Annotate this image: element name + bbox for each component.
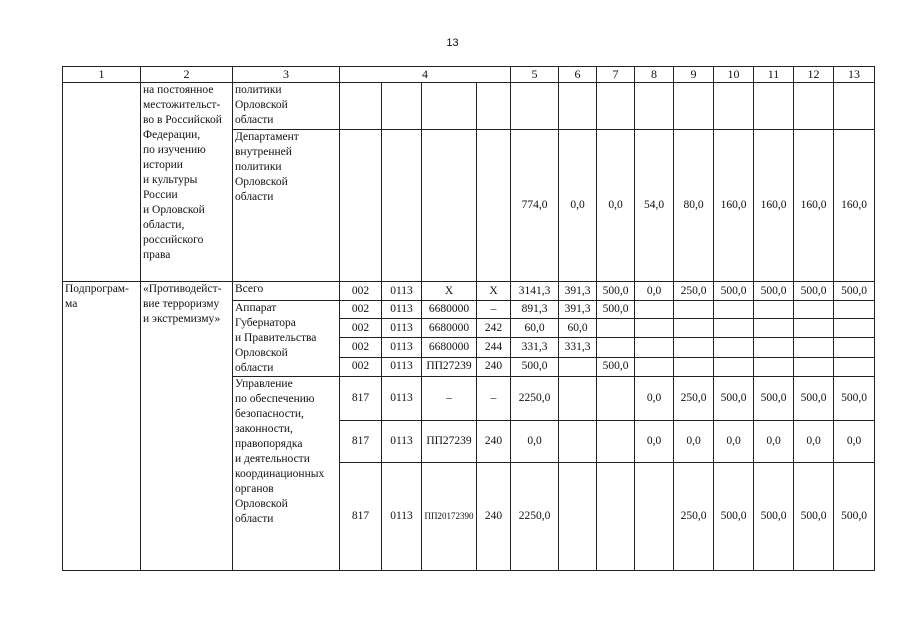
table-cell xyxy=(674,338,714,357)
value-cell: 250,0 xyxy=(674,282,714,301)
value-cell xyxy=(597,319,635,338)
value-cell: 391,3 xyxy=(559,282,597,301)
code-cell: 6680000 xyxy=(422,338,477,357)
value-cell: 391,3 xyxy=(559,301,597,319)
code-cell: 0113 xyxy=(382,319,422,338)
value-cell: 160,0 xyxy=(714,130,754,282)
value-cell: 500,0 xyxy=(794,282,834,301)
table-row-total xyxy=(63,282,875,301)
value-cell: 0,0 xyxy=(635,421,674,463)
value-cell: 500,0 xyxy=(754,282,794,301)
code-cell: ПП27239 xyxy=(422,421,477,463)
text-line: области xyxy=(235,114,274,126)
text-line: российского xyxy=(143,234,204,246)
event-name-cell xyxy=(141,83,233,282)
code-cell: 0113 xyxy=(382,338,422,357)
value-cell: 0,0 xyxy=(794,421,834,463)
total-label: Всего xyxy=(233,282,340,301)
value-cell: 250,0 xyxy=(674,377,714,421)
value-cell xyxy=(597,338,635,357)
code-cell: 002 xyxy=(340,319,382,338)
value-cell: 2250,0 xyxy=(511,377,559,421)
table-cell xyxy=(511,83,559,130)
value-cell: 500,0 xyxy=(511,357,559,376)
table-cell xyxy=(794,301,834,319)
value-cell: 0,0 xyxy=(754,421,794,463)
text-line: Губернатора xyxy=(235,317,296,329)
code-cell: 240 xyxy=(477,463,511,571)
text-line: Орловской xyxy=(235,347,288,359)
table-cell xyxy=(559,83,597,130)
value-cell: 891,3 xyxy=(511,301,559,319)
value-cell: 0,0 xyxy=(834,421,875,463)
text-line: координационных xyxy=(235,468,325,480)
header-cell: 11 xyxy=(754,67,794,83)
subprogram-cell xyxy=(63,282,141,571)
table-cell xyxy=(834,301,875,319)
header-cell: 3 xyxy=(233,67,340,83)
text-line: законности, xyxy=(235,423,293,435)
table-cell xyxy=(714,357,754,376)
text-line: России xyxy=(143,189,178,201)
table-cell xyxy=(340,83,382,130)
code-cell: 0113 xyxy=(382,357,422,376)
table-cell xyxy=(422,130,477,282)
executor-cell xyxy=(233,377,340,571)
table-cell xyxy=(674,319,714,338)
value-cell xyxy=(635,463,674,571)
header-cell: 12 xyxy=(794,67,834,83)
code-cell: 244 xyxy=(477,338,511,357)
value-cell: 500,0 xyxy=(834,377,875,421)
code-cell: – xyxy=(477,301,511,319)
text-line: Орловской xyxy=(235,498,288,510)
text-line: Федерации, xyxy=(143,129,201,141)
value-cell: 0,0 xyxy=(674,421,714,463)
table-cell xyxy=(382,83,422,130)
table-cell xyxy=(754,319,794,338)
code-cell: 817 xyxy=(340,463,382,571)
value-cell xyxy=(559,421,597,463)
text-line: по обеспечению xyxy=(235,393,315,405)
value-cell: 60,0 xyxy=(511,319,559,338)
table-cell xyxy=(834,338,875,357)
code-cell: 0113 xyxy=(382,463,422,571)
table-cell xyxy=(754,83,794,130)
code-cell: Х xyxy=(477,282,511,301)
text-line: области xyxy=(235,513,274,525)
code-cell: ПП20172390 xyxy=(422,463,477,571)
value-cell: 0,0 xyxy=(714,421,754,463)
header-row xyxy=(63,67,875,83)
code-cell: 0113 xyxy=(382,282,422,301)
text-line: «Противодейст- xyxy=(143,283,222,295)
table-cell xyxy=(635,319,674,338)
table-cell xyxy=(597,83,635,130)
value-cell: 500,0 xyxy=(794,377,834,421)
value-cell xyxy=(559,463,597,571)
text-line: Управление xyxy=(235,378,293,390)
text-line: Департамент xyxy=(235,131,299,143)
subprogram-name-cell xyxy=(141,282,233,571)
table-cell xyxy=(714,338,754,357)
value-cell xyxy=(597,421,635,463)
text-line: на постоянное xyxy=(143,84,214,96)
header-cell: 5 xyxy=(511,67,559,83)
executor-cell xyxy=(233,130,340,282)
text-line: и культуры xyxy=(143,174,198,186)
table-cell xyxy=(674,301,714,319)
table-cell xyxy=(340,130,382,282)
text-line: и Правительства xyxy=(235,332,317,344)
value-cell: 331,3 xyxy=(511,338,559,357)
text-line: местожительст- xyxy=(143,99,221,111)
table-cell xyxy=(754,357,794,376)
code-cell: ПП27239 xyxy=(422,357,477,376)
code-cell: 817 xyxy=(340,421,382,463)
code-cell: – xyxy=(422,377,477,421)
value-cell: 54,0 xyxy=(635,130,674,282)
table-cell xyxy=(714,319,754,338)
header-cell: 9 xyxy=(674,67,714,83)
value-cell: 2250,0 xyxy=(511,463,559,571)
code-cell: – xyxy=(477,377,511,421)
code-cell: 6680000 xyxy=(422,319,477,338)
value-cell: 160,0 xyxy=(754,130,794,282)
text-line: политики xyxy=(235,84,282,96)
value-cell: 0,0 xyxy=(635,377,674,421)
executor-cell xyxy=(233,83,340,130)
value-cell: 500,0 xyxy=(834,463,875,571)
value-cell: 500,0 xyxy=(714,282,754,301)
value-cell: 60,0 xyxy=(559,319,597,338)
table-cell xyxy=(794,357,834,376)
text-line: и Орловской xyxy=(143,204,205,216)
text-line: внутренней xyxy=(235,146,292,158)
table-cell xyxy=(754,301,794,319)
text-line: по изучению xyxy=(143,144,206,156)
text-line: области xyxy=(235,362,274,374)
value-cell: 500,0 xyxy=(754,463,794,571)
text-line: Аппарат xyxy=(235,302,277,314)
value-cell xyxy=(559,357,597,376)
text-line: безопасности, xyxy=(235,408,304,420)
header-cell: 10 xyxy=(714,67,754,83)
table-cell xyxy=(635,83,674,130)
text-line: и экстремизму» xyxy=(143,313,221,325)
code-cell: Х xyxy=(422,282,477,301)
table-cell xyxy=(635,338,674,357)
value-cell: 500,0 xyxy=(794,463,834,571)
code-cell: 817 xyxy=(340,377,382,421)
code-cell: 0113 xyxy=(382,301,422,319)
value-cell xyxy=(559,377,597,421)
value-cell: 500,0 xyxy=(754,377,794,421)
value-cell: 160,0 xyxy=(834,130,875,282)
text-line: и деятельности xyxy=(235,453,310,465)
text-line: права xyxy=(143,249,171,261)
header-cell: 1 xyxy=(63,67,141,83)
table-cell xyxy=(382,130,422,282)
code-cell: 240 xyxy=(477,421,511,463)
text-line: ма xyxy=(65,298,78,310)
header-cell: 8 xyxy=(635,67,674,83)
table-cell xyxy=(477,130,511,282)
value-cell: 0,0 xyxy=(635,282,674,301)
table-cell xyxy=(794,83,834,130)
value-cell: 500,0 xyxy=(834,282,875,301)
code-cell: 002 xyxy=(340,282,382,301)
header-cell: 2 xyxy=(141,67,233,83)
table-cell xyxy=(63,83,141,282)
value-cell: 0,0 xyxy=(511,421,559,463)
text-line: вие терроризму xyxy=(143,298,220,310)
code-cell: 0113 xyxy=(382,377,422,421)
table-cell xyxy=(754,338,794,357)
text-line: области, xyxy=(143,219,185,231)
code-cell: 240 xyxy=(477,357,511,376)
table-cell xyxy=(674,357,714,376)
value-cell: 774,0 xyxy=(511,130,559,282)
table-cell xyxy=(422,83,477,130)
text-line: истории xyxy=(143,159,183,171)
value-cell xyxy=(597,377,635,421)
value-cell: 0,0 xyxy=(597,130,635,282)
table-cell xyxy=(674,83,714,130)
value-cell: 500,0 xyxy=(714,377,754,421)
table-cell xyxy=(714,83,754,130)
code-cell: 002 xyxy=(340,301,382,319)
value-cell: 500,0 xyxy=(597,282,635,301)
value-cell: 80,0 xyxy=(674,130,714,282)
text-line: во в Российской xyxy=(143,114,222,126)
table-cell xyxy=(794,338,834,357)
table-row xyxy=(63,83,875,130)
code-cell: 0113 xyxy=(382,421,422,463)
value-cell: 500,0 xyxy=(597,357,635,376)
value-cell: 331,3 xyxy=(559,338,597,357)
code-cell: 242 xyxy=(477,319,511,338)
value-cell: 160,0 xyxy=(794,130,834,282)
value-cell: 500,0 xyxy=(714,463,754,571)
page-number: 13 xyxy=(446,37,459,49)
text-line: органов xyxy=(235,483,274,495)
code-cell: 002 xyxy=(340,357,382,376)
code-cell: 002 xyxy=(340,338,382,357)
table-cell xyxy=(477,83,511,130)
header-cell: 6 xyxy=(559,67,597,83)
table-cell xyxy=(635,301,674,319)
value-cell xyxy=(597,463,635,571)
table-cell xyxy=(635,357,674,376)
table-cell xyxy=(794,319,834,338)
text-line: Подпрограм- xyxy=(65,283,129,295)
header-cell: 4 xyxy=(340,67,511,83)
text-line: политики xyxy=(235,161,282,173)
table-cell xyxy=(714,301,754,319)
table-cell xyxy=(834,319,875,338)
value-cell: 500,0 xyxy=(597,301,635,319)
text-line: области xyxy=(235,191,274,203)
header-cell: 13 xyxy=(834,67,875,83)
code-cell: 6680000 xyxy=(422,301,477,319)
header-cell: 7 xyxy=(597,67,635,83)
text-line: правопорядка xyxy=(235,438,303,450)
value-cell: 250,0 xyxy=(674,463,714,571)
table-cell xyxy=(834,83,875,130)
text-line: Орловской xyxy=(235,176,288,188)
value-cell: 3141,3 xyxy=(511,282,559,301)
value-cell: 0,0 xyxy=(559,130,597,282)
text-line: Орловской xyxy=(235,99,288,111)
table-cell xyxy=(834,357,875,376)
executor-cell xyxy=(233,301,340,377)
budget-table xyxy=(62,66,875,571)
